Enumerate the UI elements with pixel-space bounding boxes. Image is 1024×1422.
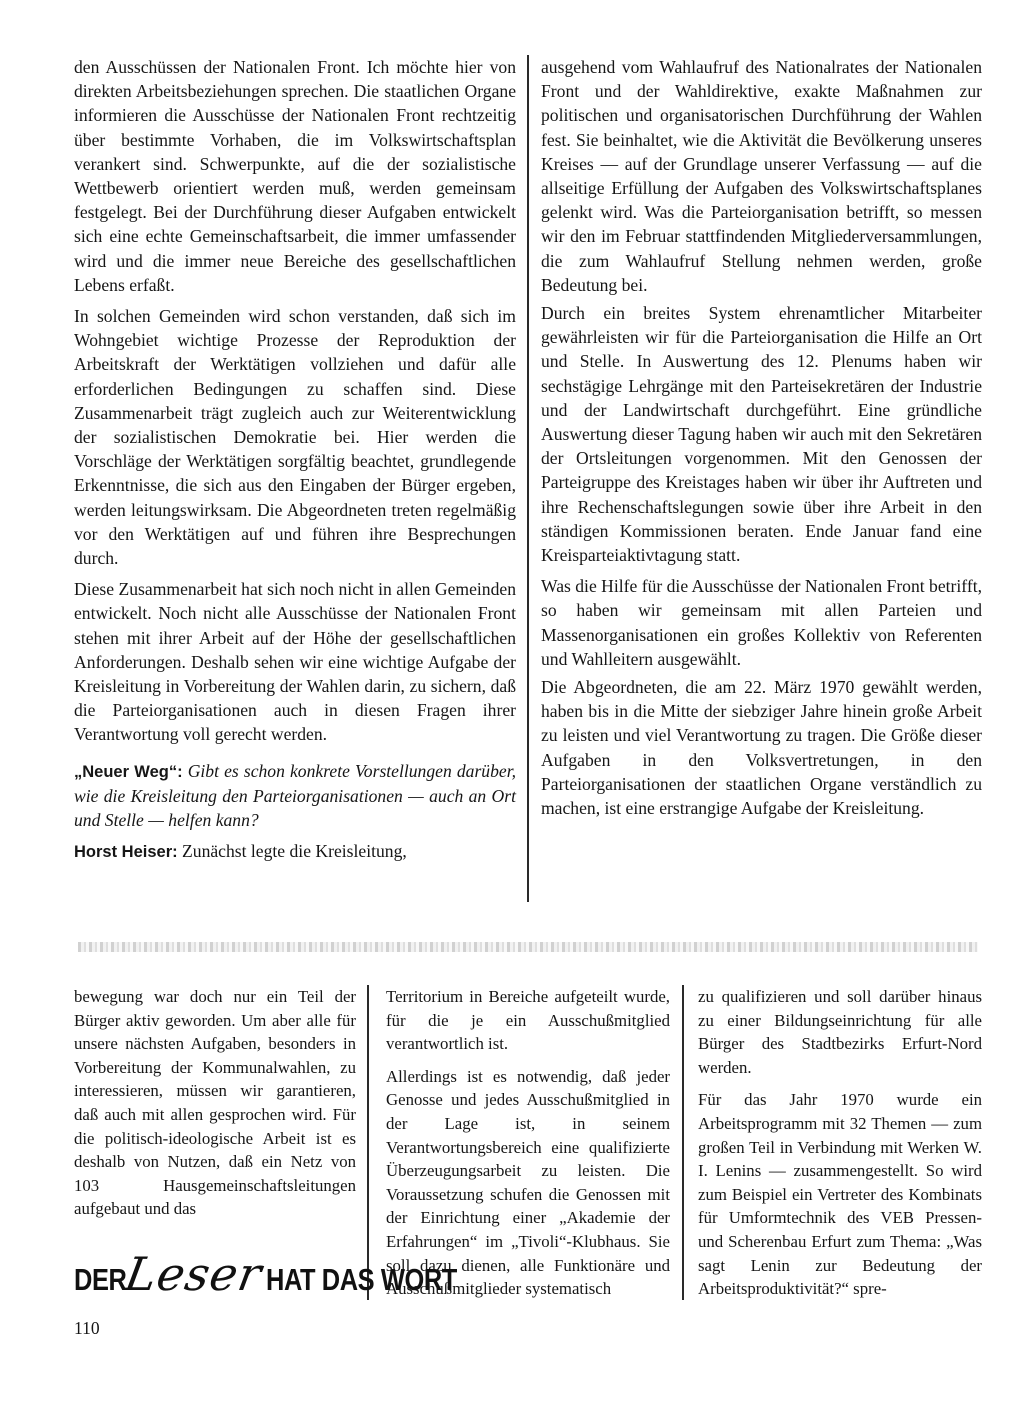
interview-answer	[74, 839, 516, 864]
paragraph: In solchen Gemeinden wird schon verstanden, daß sich im Wohngebiet wichtige Prozesse der Reproduktion der Arbeitskraft der Werktätigen vollziehen und dafür alle erforderlichen Bedingungen zu schaffen sind. Diese Zusammenarbeit trägt zugleich auch zur Weiterentwicklung der sozialistischen Demokratie bei. Hier werden die Vorschläge der Werktätigen sorgfältig beachtet, grundlegende Erkenntnisse, die sich aus den Eingaben der Bürger ergeben, werden leitungswirksam. Die Abgeordneten treten regelmäßig vor den Werktätigen auf und führen ihre Besprechungen durch.	[74, 306, 516, 569]
paragraph: Was die Hilfe für die Ausschüsse der Nationalen Front betrifft, so haben wir gemeinsam mit allen Parteien und Massenorganisationen ein großes Kollektiv von Referenten und Wahlleitern ausgewählt.	[541, 576, 982, 669]
bottom-column-1	[74, 985, 356, 1221]
section-separator	[78, 942, 978, 952]
banner-text: DER	[74, 1262, 127, 1297]
bottom-column-3	[698, 985, 982, 1301]
paragraph: zu qualifizieren und soll darüber hinaus zu einer Bildungseinrichtung für alle Bürger des Stadtbezirks Erfurt-Nord werden.	[698, 987, 982, 1077]
top-right-column	[541, 55, 982, 820]
question-speaker: „Neuer Weg“:	[74, 762, 183, 781]
paragraph: den Ausschüssen der Nationalen Front. Ich möchte hier von direkten Arbeitsbeziehungen sprechen. Die staatlichen Organe informieren die Ausschüsse der Nationalen Front rechtzeitig über bestimmte Vorhaben, die im Volkswirtschaftsplan verankert sind. Schwerpunkte, auf die der sozialistische Wettbewerb orientiert werden muß, werden gemeinsam festgelegt. Bei der Durchführung dieser Aufgaben entwickelt sich eine echte Gemeinschaftsarbeit, die immer umfassender wird und die immer neue Bereiche des gesellschaftlichen Lebens erfaßt.	[74, 57, 516, 295]
top-left-column	[74, 55, 516, 865]
answer-text: Zunächst legte die Kreisleitung,	[182, 841, 407, 862]
column-divider	[527, 55, 529, 902]
paragraph: Territorium in Bereiche aufgeteilt wurde, für die je ein Ausschußmitglied verantwortlich ist.	[386, 987, 670, 1054]
answer-speaker: Horst Heiser:	[74, 843, 178, 862]
page-number: 110	[74, 1318, 100, 1338]
column-divider	[682, 985, 684, 1300]
paragraph: ausgehend vom Wahlaufruf des Nationalrates der Nationalen Front und der Wahldirektive, exakte Maßnahmen zur politischen und organisatorischen Durchführung der Wahlen fest. Sie beinhaltet, wie die Aktivität die Bevölkerung unseres Kreises — auf der Grundlage unserer Verfassung — auf die allseitige Erfüllung der Aufgaben des Volkswirtschaftsplanes gelenkt wird. Was die Parteiorganisation betrifft, so messen wir den im Februar stattfindenden Mitgliederversammlungen, die zum Wahlaufruf Stellung nehmen werden, große Bedeutung bei.	[541, 57, 982, 295]
paragraph: Durch ein breites System ehrenamtlicher Mitarbeiter gewährleisten wir für die Parteiorganisation die Hilfe an Ort und Stelle. In Auswertung des 12. Plenums haben wir sechstägige Lehrgänge mit den Parteisekretären der Industrie und der Landwirtschaft durchgeführt. Eine gründliche Auswertung dieser Tagung haben wir auch mit den Sekretären der Ortsleitungen vorgenommen. Mit den Genossen der Parteigruppe des Kreistages haben wir über ihr Auftreten und ihre Rechenschaftslegungen sowie über ihre Arbeit in den ständigen Kommissionen beraten. Ende Januar fand eine Kreisparteiaktivtagung statt.	[541, 303, 982, 566]
section-banner-logo	[74, 1247, 498, 1307]
paragraph: Die Abgeordneten, die am 22. März 1970 gewählt werden, haben bis in die Mitte der siebziger Jahre hinein große Arbeit zu leisten und viel Verantwortung zu tragen. Die Größe dieser Aufgaben in den Volksvertretungen, in den Parteiorganisationen der staatlichen Organe verständlich zu machen, ist eine erstrangige Aufgabe der Kreisleitung.	[541, 677, 982, 819]
paragraph: bewegung war doch nur ein Teil der Bürger aktiv geworden. Um aber alle für unsere nächsten Aufgaben, besonders in Vorbereitung der Kommunalwahlen, zu interessieren, müssen wir garantieren, daß auch mit allen gesprochen wird. Für die politisch-ideologische Arbeit ist es deshalb von Nutzen, daß ein Netz von 103 Hausgemeinschaftsleitungen aufgebaut und das	[74, 987, 356, 1219]
banner-script-text: Leser	[121, 1247, 267, 1301]
banner-text: HAT DAS WORT	[265, 1262, 457, 1297]
interview-question	[74, 759, 516, 833]
paragraph: Diese Zusammenarbeit hat sich noch nicht in allen Gemeinden entwickelt. Noch nicht alle Ausschüsse der Nationalen Front stehen mit ihrer Arbeit auf der Höhe der gesellschaftlichen Anforderungen. Deshalb sehen wir eine wichtige Aufgabe der Kreisleitung in Vorbereitung der Wahlen darin, zu sichern, daß die Parteiorganisationen auch in diesen Fragen ihrer Verantwortung voll gerecht werden.	[74, 579, 516, 745]
question-text: Gibt es schon konkrete Vorstellungen darüber, wie die Kreisleitung den Parteiorganisationen — auch an Ort und Stelle — helfen kann?	[74, 760, 516, 831]
paragraph: Für das Jahr 1970 wurde ein Arbeitsprogramm mit 32 Themen — zum großen Teil in Verbindung mit Werken W. I. Lenins — zusammengestellt. So wird zum Beispiel ein Vertreter des Kombinats für Umformtechnik des VEB Pressen- und Scherenbau Erfurt zum Thema: „Was sagt Lenin zur Bedeutung der Arbeitsproduktivität?“ spre-	[698, 1090, 982, 1299]
paragraph: Allerdings ist es notwendig, daß jeder Genosse und jedes Ausschußmitglied in der Lage ist, in seinem Verantwortungsbereich eine qualifizierte Überzeugungsarbeit zu leisten. Die Voraussetzung schufen die Genossen mit der Einrichtung einer „Akademie der Erfahrungen“ im „Tivoli“-Klubhaus. Sie soll dazu dienen, alle Funktionäre und Ausschußmitglieder systematisch	[386, 1066, 670, 1299]
